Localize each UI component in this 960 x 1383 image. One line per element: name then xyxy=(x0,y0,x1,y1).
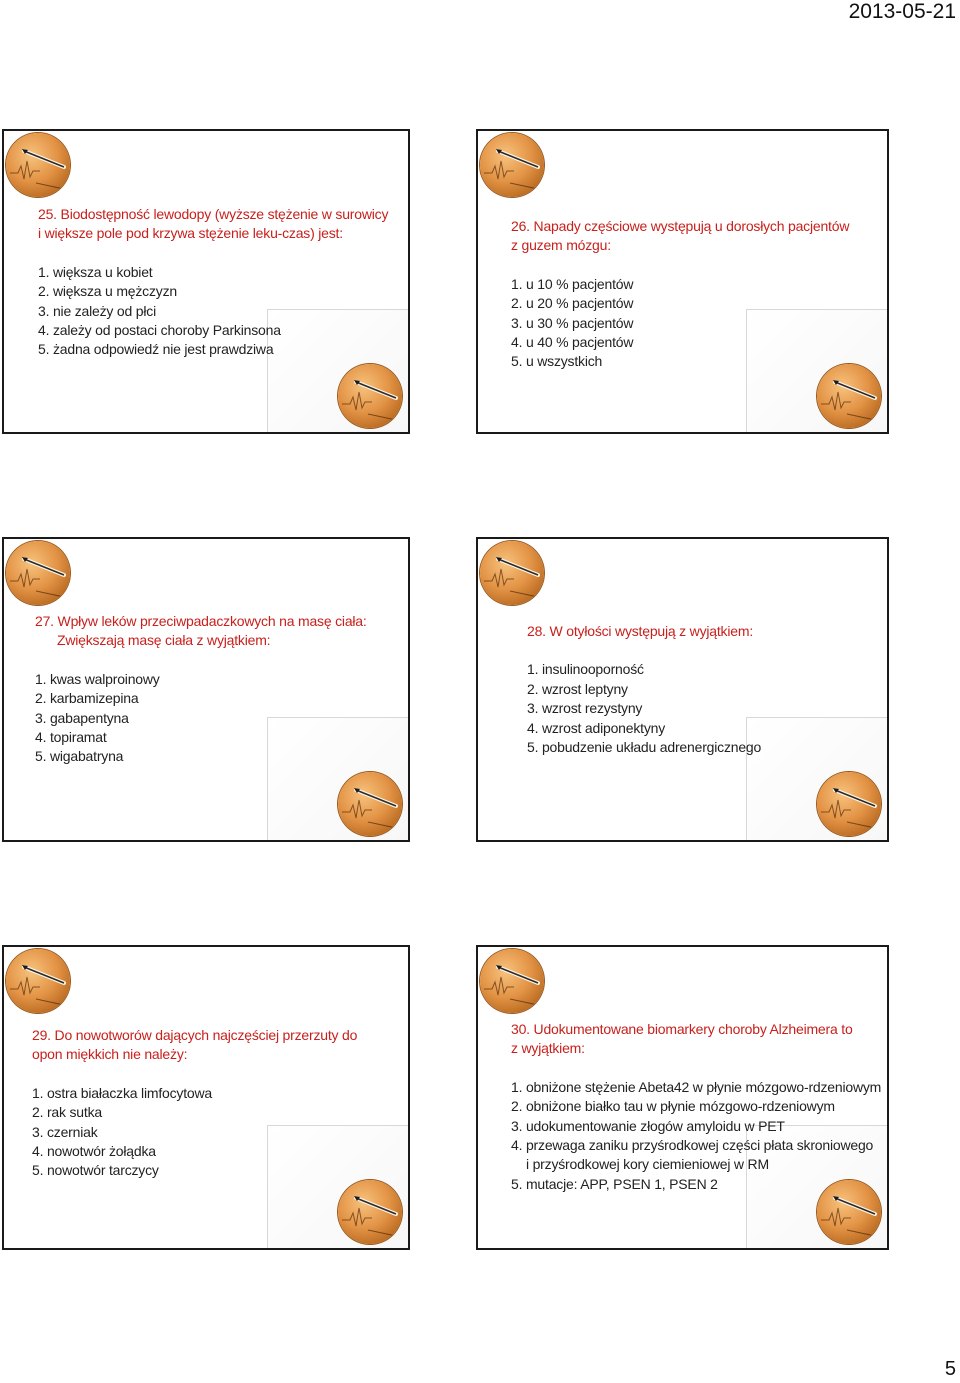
answer-item: 5. pobudzenie układu adrenergicznego xyxy=(527,739,762,756)
logo-icon xyxy=(6,949,70,1013)
answer-item: 1. u 10 % pacjentów xyxy=(511,275,634,292)
answer-item: 4. wzrost adiponektyny xyxy=(527,719,666,736)
question-line: 28. W otyłości występują z wyjątkiem: xyxy=(527,623,754,639)
slide-30 xyxy=(476,945,889,1250)
logo-icon xyxy=(480,949,544,1013)
slide-content xyxy=(511,217,849,372)
answer-item: 4. przewaga zaniku przyśrodkowej części płata skroniowego xyxy=(511,1137,874,1154)
answer-item: 2. wzrost leptyny xyxy=(527,680,628,697)
question-line: i większe pole pod krzywa stężenie leku-czas) jest: xyxy=(38,225,343,242)
question-line: opon miękkich nie należy: xyxy=(32,1046,188,1063)
answer-item: 5. u wszystkich xyxy=(511,353,603,370)
logo-icon xyxy=(480,133,544,197)
answer-item: 3. wzrost rezystyny xyxy=(527,700,643,717)
slide-content xyxy=(35,612,367,767)
answer-item: i przyśrodkowej kory ciemieniowej w RM xyxy=(526,1156,769,1173)
question-line: 27. Wpływ leków przeciwpadaczkowych na masę ciała: xyxy=(35,613,367,629)
answer-item: 1. obniżone stężenie Abeta42 w płynie mózgowo-rdzeniowym xyxy=(511,1078,882,1095)
answer-item: 2. obniżone białko tau w płynie mózgowo-rdzeniowym xyxy=(511,1098,835,1115)
logo-icon xyxy=(338,772,402,836)
logo-icon xyxy=(817,772,881,836)
question-line: Zwiększają masę ciała z wyjątkiem: xyxy=(57,632,271,649)
answer-item: 1. większa u kobiet xyxy=(38,263,153,280)
answer-item: 2. większa u mężczyzn xyxy=(38,283,177,300)
logo-icon xyxy=(480,541,544,605)
question-line: z wyjątkiem: xyxy=(511,1040,585,1057)
answer-item: 5. żadna odpowiedź nie jest prawdziwa xyxy=(38,341,274,358)
answer-item: 5. nowotwór tarczycy xyxy=(32,1162,159,1179)
question-line: 26. Napady częściowe występują u dorosłych pacjentów xyxy=(511,218,850,234)
slide-content xyxy=(32,1026,357,1181)
answer-item: 2. karbamizepina xyxy=(35,690,139,707)
answer-item: 2. rak sutka xyxy=(32,1104,102,1121)
answer-item: 2. u 20 % pacjentów xyxy=(511,295,634,312)
answer-item: 3. czerniak xyxy=(32,1123,98,1140)
slide-content xyxy=(511,1020,881,1194)
answer-item: 1. insulinooporność xyxy=(527,661,644,678)
logo-icon xyxy=(338,364,402,428)
answer-item: 4. u 40 % pacjentów xyxy=(511,334,634,351)
slide-27 xyxy=(2,537,410,842)
answer-item: 1. ostra białaczka limfocytowa xyxy=(32,1084,212,1101)
logo-icon xyxy=(6,541,70,605)
slide-25 xyxy=(2,129,410,434)
answer-item: 5. wigabatryna xyxy=(35,748,124,765)
logo-icon xyxy=(6,133,70,197)
answer-item: 4. nowotwór żołądka xyxy=(32,1143,156,1160)
answer-item: 3. nie zależy od płci xyxy=(38,302,156,319)
answer-item: 3. u 30 % pacjentów xyxy=(511,314,634,331)
logo-icon xyxy=(817,364,881,428)
answer-item: 4. zależy od postaci choroby Parkinsona xyxy=(38,322,281,339)
slide-29 xyxy=(2,945,410,1250)
answer-item: 5. mutacje: APP, PSEN 1, PSEN 2 xyxy=(511,1175,718,1192)
slide-26 xyxy=(476,129,889,434)
slide-content xyxy=(38,205,388,360)
slide-content xyxy=(527,622,761,757)
page-number: 5 xyxy=(944,1358,956,1380)
answer-item: 4. topiramat xyxy=(35,729,107,746)
slide-28 xyxy=(476,537,889,842)
page-date: 2013-05-21 xyxy=(848,0,956,23)
question-line: z guzem mózgu: xyxy=(511,237,611,254)
question-line: 25. Biodostępność lewodopy (wyższe stężenie w surowicy xyxy=(38,206,389,222)
answer-item: 1. kwas walproinowy xyxy=(35,670,160,687)
answer-item: 3. gabapentyna xyxy=(35,709,129,726)
question-line: 30. Udokumentowane biomarkery choroby Alzheimera to xyxy=(511,1021,853,1037)
answer-item: 3. udokumentowanie złogów amyloidu w PET xyxy=(511,1117,785,1134)
logo-icon xyxy=(338,1180,402,1244)
question-line: 29. Do nowotworów dających najczęściej przerzuty do xyxy=(32,1027,358,1043)
